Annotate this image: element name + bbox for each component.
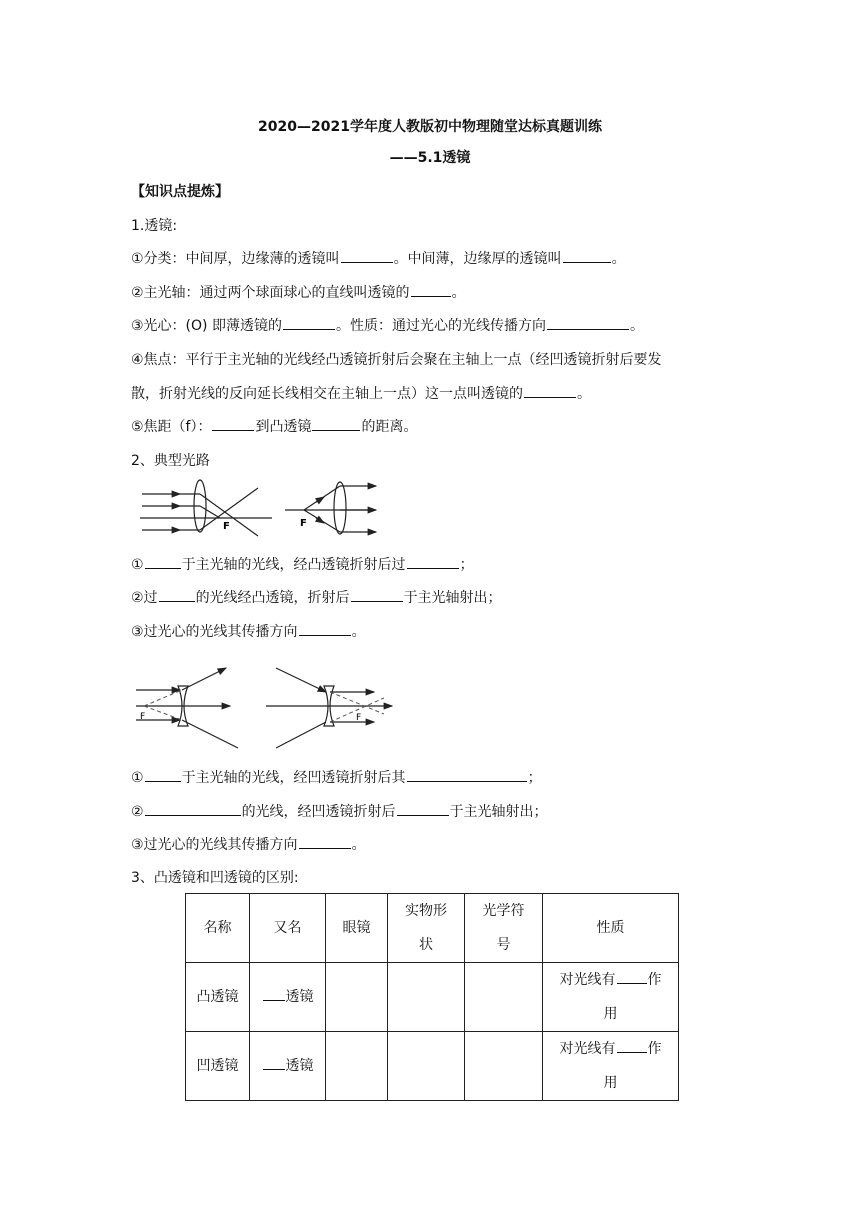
answer-blank[interactable] — [563, 250, 611, 263]
answer-blank[interactable] — [407, 769, 527, 782]
sec1-classification: ①分类：中间厚，边缘薄的透镜叫 。中间薄，边缘厚的透镜叫 。 — [131, 251, 626, 267]
answer-blank[interactable] — [145, 769, 181, 782]
header-cell: 实物形 状 — [388, 894, 465, 963]
answer-blank[interactable] — [263, 988, 285, 1001]
table-cell[interactable] — [326, 963, 388, 1032]
convex-rule-2: ②过 的光线经凸透镜，折射后 于主光轴射出； — [131, 590, 502, 606]
table-cell[interactable] — [388, 1032, 465, 1101]
answer-blank[interactable] — [263, 1057, 285, 1070]
answer-blank[interactable] — [617, 971, 647, 984]
answer-blank[interactable] — [351, 589, 403, 602]
sec3-heading: 3、凸透镜和凹透镜的区别: — [131, 870, 299, 886]
answer-blank[interactable] — [283, 317, 335, 330]
focus-label: F — [356, 713, 362, 723]
sec2-heading: 2、典型光路 — [131, 453, 210, 469]
answer-blank[interactable] — [145, 556, 181, 569]
answer-blank[interactable] — [299, 623, 351, 636]
concave-lens-diagram — [134, 664, 394, 752]
table-cell: 对光线有 作 用 — [543, 1032, 679, 1101]
sec1-focus-line2: 散，折射光线的反向延长线相交在主轴上一点）这一点叫透镜的 。 — [131, 386, 591, 402]
focus-label: F — [300, 518, 307, 529]
table-cell: 透镜 — [250, 1032, 326, 1101]
table-cell[interactable] — [388, 963, 465, 1032]
focus-label: F — [140, 712, 146, 722]
answer-blank[interactable] — [411, 284, 451, 297]
answer-blank[interactable] — [547, 317, 629, 330]
sec1-focus-line1: ④焦点：平行于主光轴的光线经凸透镜折射后会聚在主轴上一点（经凹透镜折射后要发 — [131, 352, 662, 368]
answer-blank[interactable] — [299, 836, 351, 849]
convex-lens-diagram — [140, 476, 390, 542]
header-cell: 光学符 号 — [465, 894, 543, 963]
sec1-focal-length: ⑤焦距（f）： 到凸透镜 的距离。 — [131, 419, 418, 435]
section-heading: 【知识点提炼】 — [131, 184, 229, 200]
convex-rule-3: ③过光心的光线其传播方向 。 — [131, 624, 366, 640]
answer-blank[interactable] — [397, 803, 449, 816]
table-cell: 对光线有 作 用 — [543, 963, 679, 1032]
page-title: 2020—2021学年度人教版初中物理随堂达标真题训练 — [258, 119, 602, 135]
table-cell[interactable] — [326, 1032, 388, 1101]
table-row — [186, 1032, 679, 1101]
header-cell: 眼镜 — [326, 894, 388, 963]
answer-blank[interactable] — [312, 418, 360, 431]
answer-blank[interactable] — [617, 1040, 647, 1053]
answer-blank[interactable] — [524, 385, 576, 398]
table-cell: 凸透镜 — [186, 963, 250, 1032]
header-cell: 名称 — [186, 894, 250, 963]
sec1-main-axis: ②主光轴：通过两个球面球心的直线叫透镜的 。 — [131, 285, 466, 301]
lens-comparison-table — [185, 893, 679, 1101]
concave-rule-3: ③过光心的光线其传播方向 。 — [131, 837, 366, 853]
concave-rule-1: ① 于主光轴的光线，经凹透镜折射后其 ； — [131, 770, 542, 786]
table-row — [186, 963, 679, 1032]
table-header-row — [186, 894, 679, 963]
answer-blank[interactable] — [407, 556, 459, 569]
table-cell: 凹透镜 — [186, 1032, 250, 1101]
answer-blank[interactable] — [341, 250, 393, 263]
header-cell: 又名 — [250, 894, 326, 963]
concave-rule-2: ② 的光线，经凹透镜折射后 于主光轴射出； — [131, 804, 548, 820]
sec1-optical-center: ③光心：(O) 即薄透镜的 。性质：通过光心的光线传播方向 。 — [131, 318, 644, 334]
page-subtitle: ——5.1透镜 — [389, 150, 471, 166]
answer-blank[interactable] — [145, 803, 241, 816]
answer-blank[interactable] — [212, 418, 254, 431]
table-cell[interactable] — [465, 1032, 543, 1101]
convex-rule-1: ① 于主光轴的光线，经凸透镜折射后过 ； — [131, 557, 474, 573]
table-cell: 透镜 — [250, 963, 326, 1032]
answer-blank[interactable] — [159, 589, 195, 602]
focus-label: F — [223, 521, 230, 532]
table-cell[interactable] — [465, 963, 543, 1032]
sec1-heading: 1.透镜: — [131, 218, 178, 234]
header-cell: 性质 — [543, 894, 679, 963]
